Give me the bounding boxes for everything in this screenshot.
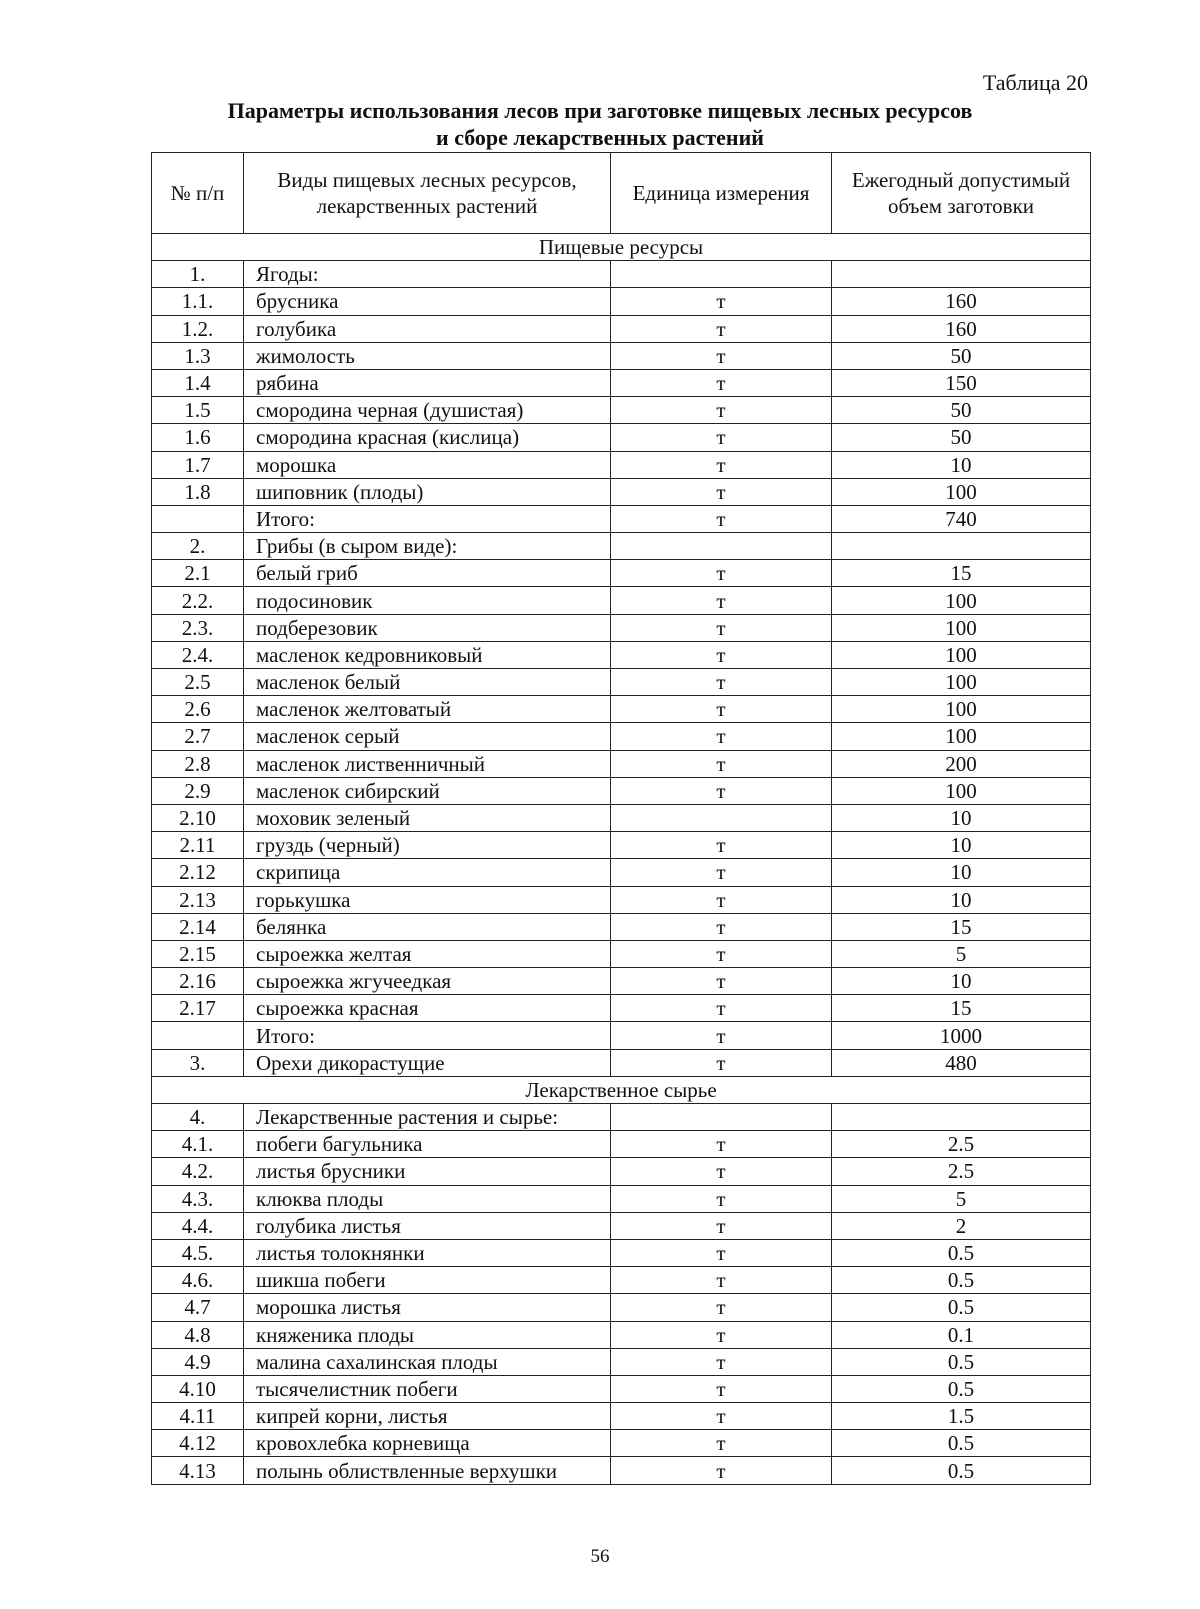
resource-name: масленок кедровниковый xyxy=(244,641,611,668)
resource-name: шиповник (плоды) xyxy=(244,478,611,505)
table-row xyxy=(152,1185,1091,1212)
resource-name: шикша побеги xyxy=(244,1267,611,1294)
unit-cell: т xyxy=(611,696,832,723)
volume-cell: 160 xyxy=(832,288,1091,315)
row-number: 2.4. xyxy=(152,641,244,668)
resource-name: горькушка xyxy=(244,886,611,913)
row-number: 1.7 xyxy=(152,451,244,478)
row-number xyxy=(152,1022,244,1049)
table-row xyxy=(152,1348,1091,1375)
resource-name: листья толокнянки xyxy=(244,1239,611,1266)
resource-name: подосиновик xyxy=(244,587,611,614)
unit-cell: т xyxy=(611,669,832,696)
resource-name: масленок сибирский xyxy=(244,777,611,804)
row-number: 4.6. xyxy=(152,1267,244,1294)
volume-cell: 200 xyxy=(832,750,1091,777)
table-row xyxy=(152,804,1091,831)
unit-cell: т xyxy=(611,505,832,532)
table-row xyxy=(152,750,1091,777)
table-row xyxy=(152,1131,1091,1158)
row-number: 3. xyxy=(152,1049,244,1076)
row-number: 4.2. xyxy=(152,1158,244,1185)
unit-cell: т xyxy=(611,1049,832,1076)
table-row xyxy=(152,533,1091,560)
unit-cell: т xyxy=(611,859,832,886)
volume-cell: 100 xyxy=(832,614,1091,641)
volume-cell: 0.5 xyxy=(832,1375,1091,1402)
unit-cell: т xyxy=(611,641,832,668)
volume-cell: 15 xyxy=(832,995,1091,1022)
table-row xyxy=(152,859,1091,886)
unit-cell xyxy=(611,804,832,831)
table-row xyxy=(152,886,1091,913)
resource-name: морошка xyxy=(244,451,611,478)
resource-name: кипрей корни, листья xyxy=(244,1403,611,1430)
row-number: 2.5 xyxy=(152,669,244,696)
volume-cell: 2.5 xyxy=(832,1131,1091,1158)
row-number: 4.3. xyxy=(152,1185,244,1212)
unit-cell: т xyxy=(611,995,832,1022)
row-number: 4.13 xyxy=(152,1457,244,1484)
unit-cell: т xyxy=(611,913,832,940)
volume-cell: 100 xyxy=(832,723,1091,750)
page-number: 56 xyxy=(590,1546,610,1567)
table-row xyxy=(152,451,1091,478)
header-volume: Ежегодный допустимый объем заготовки xyxy=(832,153,1091,234)
resource-name: полынь облиствленные верхушки xyxy=(244,1457,611,1484)
volume-cell: 5 xyxy=(832,940,1091,967)
volume-cell: 5 xyxy=(832,1185,1091,1212)
table-row xyxy=(152,669,1091,696)
resource-name: листья брусники xyxy=(244,1158,611,1185)
unit-cell: т xyxy=(611,560,832,587)
resource-name: груздь (черный) xyxy=(244,832,611,859)
resource-name: масленок желтоватый xyxy=(244,696,611,723)
table-row xyxy=(152,968,1091,995)
row-number: 1.3 xyxy=(152,342,244,369)
volume-cell: 0.5 xyxy=(832,1267,1091,1294)
row-number: 1.2. xyxy=(152,315,244,342)
unit-cell: т xyxy=(611,1185,832,1212)
volume-cell: 0.5 xyxy=(832,1430,1091,1457)
section-title: Пищевые ресурсы xyxy=(152,234,1091,261)
volume-cell: 100 xyxy=(832,587,1091,614)
unit-cell: т xyxy=(611,832,832,859)
unit-cell xyxy=(611,533,832,560)
unit-cell xyxy=(611,261,832,288)
volume-cell: 10 xyxy=(832,804,1091,831)
row-number: 4.4. xyxy=(152,1212,244,1239)
unit-cell: т xyxy=(611,1403,832,1430)
unit-cell: т xyxy=(611,1321,832,1348)
table-row xyxy=(152,1457,1091,1484)
unit-cell: т xyxy=(611,369,832,396)
title-line: и сборе лекарственных растений xyxy=(436,125,764,150)
table-row xyxy=(152,614,1091,641)
row-number: 2.14 xyxy=(152,913,244,940)
table-row xyxy=(152,1430,1091,1457)
resource-name: морошка листья xyxy=(244,1294,611,1321)
volume-cell: 100 xyxy=(832,478,1091,505)
volume-cell xyxy=(832,533,1091,560)
table-row xyxy=(152,832,1091,859)
unit-cell: т xyxy=(611,478,832,505)
resource-name: подберезовик xyxy=(244,614,611,641)
resource-name: рябина xyxy=(244,369,611,396)
row-number: 2. xyxy=(152,533,244,560)
volume-cell: 10 xyxy=(832,832,1091,859)
volume-cell: 50 xyxy=(832,342,1091,369)
row-number: 1. xyxy=(152,261,244,288)
section-row xyxy=(152,1076,1091,1103)
volume-cell: 10 xyxy=(832,968,1091,995)
volume-cell: 100 xyxy=(832,669,1091,696)
resource-name: княженика плоды xyxy=(244,1321,611,1348)
row-number: 4.10 xyxy=(152,1375,244,1402)
row-number: 2.3. xyxy=(152,614,244,641)
row-number: 1.8 xyxy=(152,478,244,505)
volume-cell: 160 xyxy=(832,315,1091,342)
row-number: 2.12 xyxy=(152,859,244,886)
unit-cell: т xyxy=(611,1239,832,1266)
volume-cell: 2.5 xyxy=(832,1158,1091,1185)
row-number: 4.11 xyxy=(152,1403,244,1430)
row-number: 1.1. xyxy=(152,288,244,315)
table-row xyxy=(152,1294,1091,1321)
table-body xyxy=(152,234,1091,1485)
volume-cell: 1.5 xyxy=(832,1403,1091,1430)
volume-cell: 100 xyxy=(832,777,1091,804)
title-line: Параметры использования лесов при заготовке пищевых лесных ресурсов xyxy=(227,98,973,123)
table-row xyxy=(152,369,1091,396)
unit-cell: т xyxy=(611,587,832,614)
row-number: 2.13 xyxy=(152,886,244,913)
unit-cell: т xyxy=(611,342,832,369)
resource-name: белый гриб xyxy=(244,560,611,587)
table-row xyxy=(152,1239,1091,1266)
row-number: 1.4 xyxy=(152,369,244,396)
resource-name: клюква плоды xyxy=(244,1185,611,1212)
row-number: 4.1. xyxy=(152,1131,244,1158)
unit-cell: т xyxy=(611,397,832,424)
unit-cell: т xyxy=(611,424,832,451)
resource-name: белянка xyxy=(244,913,611,940)
table-row xyxy=(152,478,1091,505)
table-row xyxy=(152,1212,1091,1239)
table-row xyxy=(152,505,1091,532)
volume-cell: 2 xyxy=(832,1212,1091,1239)
unit-cell: т xyxy=(611,886,832,913)
volume-cell: 10 xyxy=(832,859,1091,886)
resources-table xyxy=(151,152,1091,1485)
row-number: 4.8 xyxy=(152,1321,244,1348)
row-number: 2.11 xyxy=(152,832,244,859)
row-number: 4.7 xyxy=(152,1294,244,1321)
unit-cell: т xyxy=(611,1158,832,1185)
row-number: 2.1 xyxy=(152,560,244,587)
unit-cell: т xyxy=(611,315,832,342)
volume-cell: 100 xyxy=(832,696,1091,723)
header-num: № п/п xyxy=(152,153,244,234)
unit-cell: т xyxy=(611,1267,832,1294)
volume-cell: 15 xyxy=(832,913,1091,940)
resource-name: Лекарственные растения и сырье: xyxy=(244,1104,611,1131)
resource-name: Грибы (в сыром виде): xyxy=(244,533,611,560)
table-row xyxy=(152,1375,1091,1402)
table-row xyxy=(152,995,1091,1022)
unit-cell: т xyxy=(611,723,832,750)
unit-cell: т xyxy=(611,1294,832,1321)
table-title xyxy=(0,97,1200,151)
row-number: 2.17 xyxy=(152,995,244,1022)
volume-cell: 480 xyxy=(832,1049,1091,1076)
volume-cell: 50 xyxy=(832,397,1091,424)
resource-name: смородина черная (душистая) xyxy=(244,397,611,424)
resource-name: голубика xyxy=(244,315,611,342)
unit-cell: т xyxy=(611,777,832,804)
unit-cell xyxy=(611,1104,832,1131)
table-row xyxy=(152,261,1091,288)
unit-cell: т xyxy=(611,1375,832,1402)
resource-name: моховик зеленый xyxy=(244,804,611,831)
resource-name: брусника xyxy=(244,288,611,315)
table-row xyxy=(152,1321,1091,1348)
row-number: 2.9 xyxy=(152,777,244,804)
volume-cell: 100 xyxy=(832,641,1091,668)
row-number: 2.6 xyxy=(152,696,244,723)
row-number: 1.6 xyxy=(152,424,244,451)
unit-cell: т xyxy=(611,451,832,478)
resource-name: кровохлебка корневища xyxy=(244,1430,611,1457)
table-row xyxy=(152,1022,1091,1049)
row-number: 2.10 xyxy=(152,804,244,831)
unit-cell: т xyxy=(611,750,832,777)
volume-cell xyxy=(832,261,1091,288)
unit-cell: т xyxy=(611,288,832,315)
resource-name: сыроежка жгучеедкая xyxy=(244,968,611,995)
table-row xyxy=(152,641,1091,668)
table-row xyxy=(152,1158,1091,1185)
row-number: 2.2. xyxy=(152,587,244,614)
unit-cell: т xyxy=(611,1457,832,1484)
volume-cell xyxy=(832,1104,1091,1131)
table-row xyxy=(152,560,1091,587)
row-number: 4.12 xyxy=(152,1430,244,1457)
volume-cell: 0.1 xyxy=(832,1321,1091,1348)
resource-name: сыроежка красная xyxy=(244,995,611,1022)
volume-cell: 1000 xyxy=(832,1022,1091,1049)
unit-cell: т xyxy=(611,1348,832,1375)
volume-cell: 0.5 xyxy=(832,1348,1091,1375)
unit-cell: т xyxy=(611,1430,832,1457)
unit-cell: т xyxy=(611,940,832,967)
unit-cell: т xyxy=(611,968,832,995)
table-row xyxy=(152,315,1091,342)
resource-name: скрипица xyxy=(244,859,611,886)
table-row xyxy=(152,940,1091,967)
row-number: 1.5 xyxy=(152,397,244,424)
volume-cell: 15 xyxy=(832,560,1091,587)
volume-cell: 150 xyxy=(832,369,1091,396)
volume-cell: 10 xyxy=(832,886,1091,913)
header-name: Виды пищевых лесных ресурсов, лекарственных растений xyxy=(244,153,611,234)
row-number: 2.7 xyxy=(152,723,244,750)
resource-name: Ягоды: xyxy=(244,261,611,288)
volume-cell: 0.5 xyxy=(832,1239,1091,1266)
header-row xyxy=(152,153,1091,234)
volume-cell: 0.5 xyxy=(832,1294,1091,1321)
resource-name: жимолость xyxy=(244,342,611,369)
row-number: 4. xyxy=(152,1104,244,1131)
resource-name: малина сахалинская плоды xyxy=(244,1348,611,1375)
resource-name: Итого: xyxy=(244,505,611,532)
resource-name: масленок лиственничный xyxy=(244,750,611,777)
unit-cell: т xyxy=(611,1131,832,1158)
table-label: Таблица 20 xyxy=(982,70,1088,95)
resource-name: тысячелистник побеги xyxy=(244,1375,611,1402)
table-row xyxy=(152,397,1091,424)
resource-name: масленок белый xyxy=(244,669,611,696)
table-row xyxy=(152,288,1091,315)
volume-cell: 50 xyxy=(832,424,1091,451)
volume-cell: 740 xyxy=(832,505,1091,532)
table-row xyxy=(152,696,1091,723)
unit-cell: т xyxy=(611,614,832,641)
row-number: 4.9 xyxy=(152,1348,244,1375)
table-row xyxy=(152,913,1091,940)
unit-cell: т xyxy=(611,1022,832,1049)
resource-name: Орехи дикорастущие xyxy=(244,1049,611,1076)
header-unit: Единица измерения xyxy=(611,153,832,234)
table-row xyxy=(152,1049,1091,1076)
resource-name: побеги багульника xyxy=(244,1131,611,1158)
table-row xyxy=(152,587,1091,614)
table-row xyxy=(152,342,1091,369)
row-number: 2.8 xyxy=(152,750,244,777)
volume-cell: 10 xyxy=(832,451,1091,478)
table-row xyxy=(152,723,1091,750)
resource-name: Итого: xyxy=(244,1022,611,1049)
resource-name: сыроежка желтая xyxy=(244,940,611,967)
resource-name: смородина красная (кислица) xyxy=(244,424,611,451)
row-number: 2.16 xyxy=(152,968,244,995)
table-row xyxy=(152,777,1091,804)
table-row xyxy=(152,1403,1091,1430)
row-number: 2.15 xyxy=(152,940,244,967)
row-number xyxy=(152,505,244,532)
resource-name: голубика листья xyxy=(244,1212,611,1239)
unit-cell: т xyxy=(611,1212,832,1239)
table-row xyxy=(152,1267,1091,1294)
section-title: Лекарственное сырье xyxy=(152,1076,1091,1103)
table-row xyxy=(152,1104,1091,1131)
section-row xyxy=(152,234,1091,261)
row-number: 4.5. xyxy=(152,1239,244,1266)
table-row xyxy=(152,424,1091,451)
resource-name: масленок серый xyxy=(244,723,611,750)
volume-cell: 0.5 xyxy=(832,1457,1091,1484)
